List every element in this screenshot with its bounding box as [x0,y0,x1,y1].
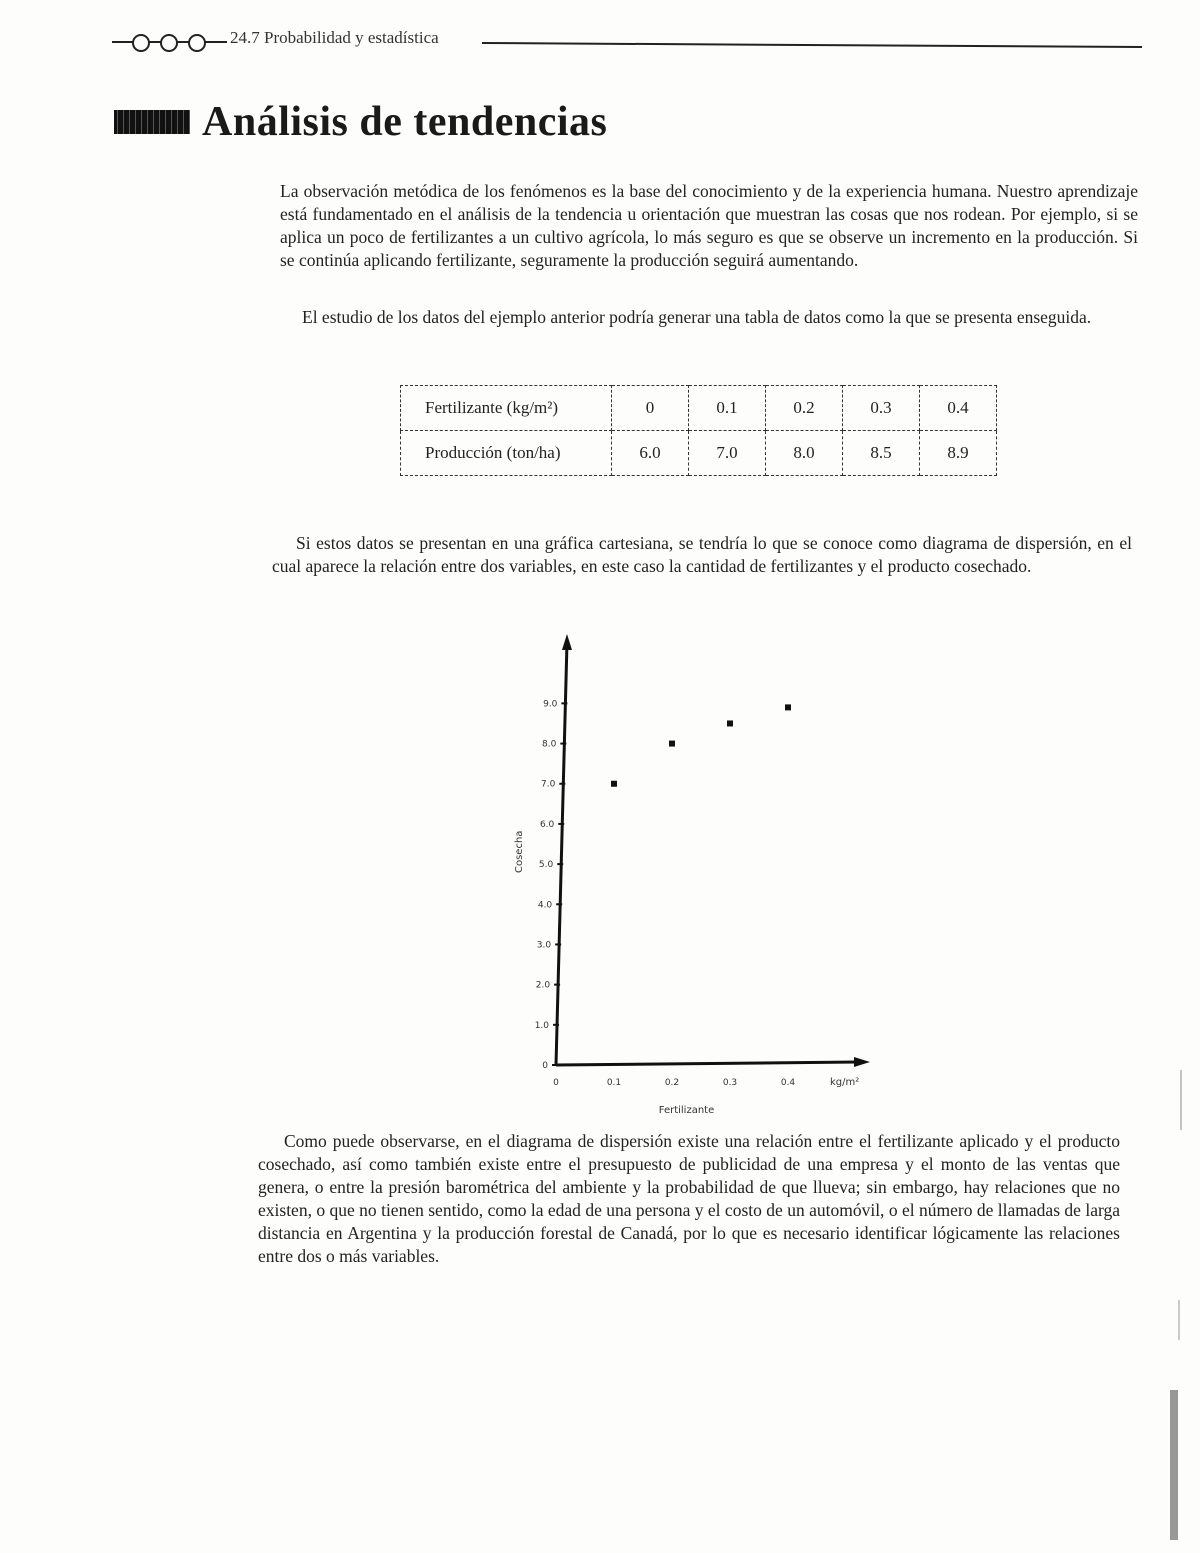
paragraph-scatter-intro: Si estos datos se presentan en una gráfica cartesiana, se tendría lo que se conoce como diagrama de dispersión, en el cual aparece la relación entre dos variables, en este caso la cantidad de fertilizantes y el producto cosechado. [272,533,1132,576]
chart-x-axis-arrow-icon [854,1057,870,1067]
chart-y-axis-arrow-icon [562,634,572,650]
chart-x-tick-label: 0.3 [722,1078,738,1088]
chart-data-point [785,704,791,710]
chart-y-tick-label: 9.0 [543,699,558,710]
header-circle-icon [188,34,206,52]
header-circle-icon [132,34,150,52]
chart-y-tick-label: 8.0 [542,739,557,750]
chart-x-axis-label: Fertilizante [658,1105,715,1116]
table-cell: 8.0 [766,431,843,476]
chart-data-point [727,720,733,726]
table-cell: 8.9 [920,431,997,476]
scan-margin-mark [1170,1390,1178,1540]
chart-data-point [611,781,617,787]
chart-y-tick-label: 1.0 [534,1020,550,1031]
chart-y-tick-label: 2.0 [535,980,551,991]
scan-margin-mark [1178,1300,1180,1340]
chart-y-tick-label: 7.0 [540,779,556,790]
chart-y-tick-label: 3.0 [536,940,552,951]
table-row-label: Fertilizante (kg/m²) [401,386,612,431]
chart-y-tick-label: 4.0 [537,900,553,911]
table-cell: 0 [612,386,689,431]
chart-x-axis-unit: kg/m² [830,1077,860,1088]
chart-x-tick-label: 0.1 [606,1078,622,1088]
chart-x-tick-label: 0 [553,1078,559,1088]
table-cell: 6.0 [612,431,689,476]
title-decoration-icon [114,110,190,134]
paragraph-intro: La observación metódica de los fenómenos es la base del conocimiento y de la experiencia humana. Nuestro aprendizaje está fundamentado en el análisis de la tendencia u orientación que muestran las cosas que nos rodean. Por ejemplo, si se aplica un poco de fertilizantes a un cultivo agrícola, lo más seguro es que se observe un incremento en la producción. Si se continúa aplicando fertilizante, seguramente la producción seguirá aumentando. [280,181,1138,270]
paragraph-table-intro: El estudio de los datos del ejemplo anterior podría generar una tabla de datos como la que se presenta enseguida. [302,307,1092,327]
header-rule-right [482,42,1142,48]
table-cell: 7.0 [689,431,766,476]
table-row [401,431,997,476]
page-title: Análisis de tendencias [202,99,608,145]
table-cell: 0.2 [766,386,843,431]
table-cell: 0.3 [843,386,920,431]
table-cell: 0.4 [920,386,997,431]
scatter-chart [500,630,880,1120]
paragraph-conclusion: Como puede observarse, en el diagrama de dispersión existe una relación entre el fertilizante aplicado y el producto cosechado, así como también existe entre el presupuesto de publicidad de una empresa y el monto de las ventas que genera, o entre la presión barométrica del ambiente y la probabilidad de que llueva; sin embargo, hay relaciones que no existen, o que no tienen sentido, como la edad de una persona y el costo de un automóvil, o el número de llamadas de larga distancia en Argentina y la producción forestal de Canadá, por lo que es necesario identificar lógicamente las relaciones entre dos o más variables. [258,1131,1120,1266]
header-section-label: 24.7 Probabilidad y estadística [230,28,447,48]
chart-y-axis [556,642,567,1065]
table-row [401,386,997,431]
table-cell: 0.1 [689,386,766,431]
chart-x-tick-label: 0.4 [780,1078,796,1088]
chart-y-tick-label: 6.0 [539,819,555,830]
table-row-label: Producción (ton/ha) [401,431,612,476]
chart-data-point [669,741,675,747]
header-circle-icon [160,34,178,52]
chart-x-axis [556,1062,858,1065]
table-cell: 8.5 [843,431,920,476]
data-table [400,385,997,476]
chart-y-tick-label: 5.0 [538,860,554,871]
chart-y-tick-label: 0 [542,1061,548,1071]
running-header [112,28,1142,58]
scan-margin-mark [1180,1070,1182,1130]
chart-x-tick-label: 0.2 [664,1078,680,1088]
chart-y-axis-label: Cosecha [514,830,525,874]
